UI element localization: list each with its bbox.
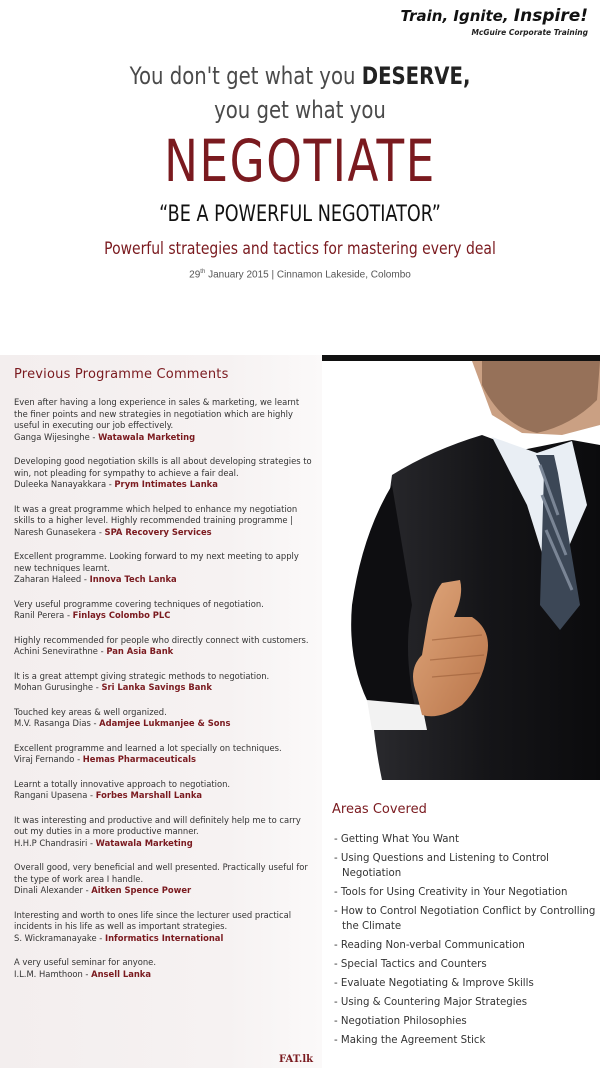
brand-tagline (401, 6, 588, 26)
hero-line-2: you get what you (214, 96, 386, 124)
comment-item (14, 815, 314, 850)
area-item: - Reading Non-verbal Communication (334, 940, 525, 951)
comment-text: It is a great attempt giving strategic methods to negotiation. (14, 670, 270, 681)
author-organization: Watawala Marketing (98, 431, 196, 442)
comment-text: Learnt a totally innovative approach to negotiation. (14, 778, 231, 789)
author-name: Ganga Wijesinghe - (14, 431, 99, 442)
author-name: Viraj Fernando - (14, 754, 83, 764)
comment-author (14, 790, 314, 802)
comment-item (14, 635, 314, 658)
areas-title: Areas Covered (332, 802, 427, 817)
comment-item (14, 456, 314, 491)
comment-author (14, 838, 314, 850)
comment-text: Excellent programme and learned a lot specially on techniques. (14, 742, 282, 753)
author-organization: Adamjee Lukmanjee & Sons (99, 718, 231, 728)
comment-text: It was interesting and productive and will definitely help me to carry out my duties in a more productive manner. (14, 814, 301, 836)
author-organization: Sri Lanka Savings Bank (101, 682, 212, 692)
areas-list (334, 832, 596, 1052)
comment-author (14, 432, 314, 444)
author-organization: Watawala Marketing (95, 837, 193, 848)
date-suffix: th (200, 268, 206, 275)
comment-item (14, 779, 314, 802)
comment-item (14, 707, 314, 730)
area-item: - How to Control Negotiation Conflict by Controlling the Climate (334, 906, 596, 932)
comments-title: Previous Programme Comments (14, 367, 229, 382)
comment-item (14, 862, 314, 897)
author-name: Achini Senevirathne - (14, 646, 107, 656)
hero (0, 62, 600, 280)
author-organization: Prym Intimates Lanka (114, 479, 218, 489)
businessman-handshake-image (322, 355, 600, 780)
author-organization: Ansell Lanka (91, 968, 152, 979)
author-name: Duleeka Nanayakkara - (14, 479, 115, 489)
hero-subtitle: “BE A POWERFUL NEGOTIATOR” (159, 201, 441, 227)
company-name: McGuire Corporate Training (471, 28, 588, 37)
author-organization: Finlays Colombo PLC (72, 610, 171, 620)
comment-item (14, 743, 314, 766)
comment-item (14, 671, 314, 694)
author-name: M.V. Rasanga Dias - (14, 718, 100, 728)
comment-author (14, 969, 314, 981)
comment-author (14, 610, 314, 622)
author-name: S. Wickramanayake - (14, 932, 105, 943)
comment-author (14, 682, 314, 694)
comment-item (14, 504, 314, 539)
comment-text: A very useful seminar for anyone. (14, 957, 156, 967)
areas-covered-panel (322, 790, 600, 1068)
area-item: - Using Questions and Listening to Control Negotiation (334, 853, 550, 879)
event-date-venue (0, 269, 600, 280)
comments-list (14, 397, 314, 993)
comment-author (14, 754, 314, 766)
area-item: - Making the Agreement Stick (334, 1035, 486, 1046)
hero-line-1-emphasis: DESERVE, (361, 62, 471, 90)
comment-text: Interesting and worth to ones life since the lecturer used practical incidents in his life as well as important strategies. (14, 909, 292, 931)
comment-item (14, 599, 314, 622)
comment-text: Developing good negotiation skills is all about developing strategies to win, not pleading for sympathy to achieve a fair deal. (14, 456, 312, 478)
brand-block (401, 6, 588, 37)
area-item: - Negotiation Philosophies (334, 1016, 467, 1027)
comment-author (14, 646, 314, 658)
comment-author (14, 933, 314, 945)
date-day: 29 (189, 269, 201, 281)
author-organization: Innova Tech Lanka (89, 574, 177, 584)
comments-panel (0, 355, 322, 1068)
hero-tagline: Powerful strategies and tactics for mastering every deal (104, 238, 496, 259)
comment-text: Overall good, very beneficial and well presented. Practically useful for the type of work area I handle. (14, 862, 308, 884)
author-organization: Forbes Marshall Lanka (95, 790, 203, 800)
comment-text: Excellent programme. Looking forward to my next meeting to apply new techniques learnt. (14, 551, 299, 573)
comment-item (14, 397, 314, 443)
handshake-photo (322, 355, 600, 780)
author-name: Zaharan Haleed - (14, 574, 90, 584)
comment-author (105, 527, 212, 537)
comment-author (14, 479, 314, 491)
author-organization: Pan Asia Bank (106, 646, 174, 656)
hero-headline: NEGOTIATE (164, 127, 436, 195)
comment-text: Very useful programme covering techniques of negotiation. (14, 598, 264, 609)
hero-line-1 (54, 62, 546, 90)
author-name: Rangani Upasena - (14, 790, 96, 800)
comment-item (14, 910, 314, 945)
author-name: Mohan Gurusinghe - (14, 682, 102, 692)
comment-author (14, 885, 314, 897)
comment-text: Highly recommended for people who directly connect with customers. (14, 634, 309, 645)
area-item: - Tools for Using Creativity in Your Negotiation (334, 887, 568, 898)
hero-line-1-text: You don't get what you (129, 62, 362, 90)
comment-text: It was a great programme which helped to enhance my negotiation skills to a higher level. Highly recommended training programme | Naresh Gunasekera - (14, 503, 298, 537)
comment-item (14, 957, 314, 980)
watermark: FAT.lk (279, 1054, 314, 1065)
comment-author (14, 574, 314, 586)
tagline-emphasis: Inspire! (513, 6, 588, 26)
author-name: Ranil Perera - (14, 610, 73, 620)
area-item: - Evaluate Negotiating & Improve Skills (334, 978, 534, 989)
comment-text: Touched key areas & well organized. (14, 706, 167, 717)
author-organization: SPA Recovery Services (104, 526, 212, 537)
date-venue: January 2015 | Cinnamon Lakeside, Colombo (205, 269, 411, 281)
comment-text: Even after having a long experience in sales & marketing, we learnt the finer points and new strategies in negotiation which are highly useful in executing our job effectively. (14, 397, 300, 430)
tagline-part: Train, Ignite, (400, 7, 514, 25)
area-item: - Special Tactics and Counters (334, 959, 487, 970)
author-organization: Informatics International (104, 932, 224, 943)
author-organization: Aitken Spence Power (91, 885, 192, 895)
author-organization: Hemas Pharmaceuticals (82, 754, 196, 764)
author-name: H.H.P Chandrasiri - (14, 837, 96, 848)
area-item: - Getting What You Want (334, 834, 459, 845)
author-name: Dinali Alexander - (14, 885, 92, 895)
area-item: - Using & Countering Major Strategies (334, 997, 528, 1008)
author-name: I.L.M. Hamthoon - (14, 968, 92, 979)
comment-author (14, 718, 314, 730)
comment-item (14, 551, 314, 586)
